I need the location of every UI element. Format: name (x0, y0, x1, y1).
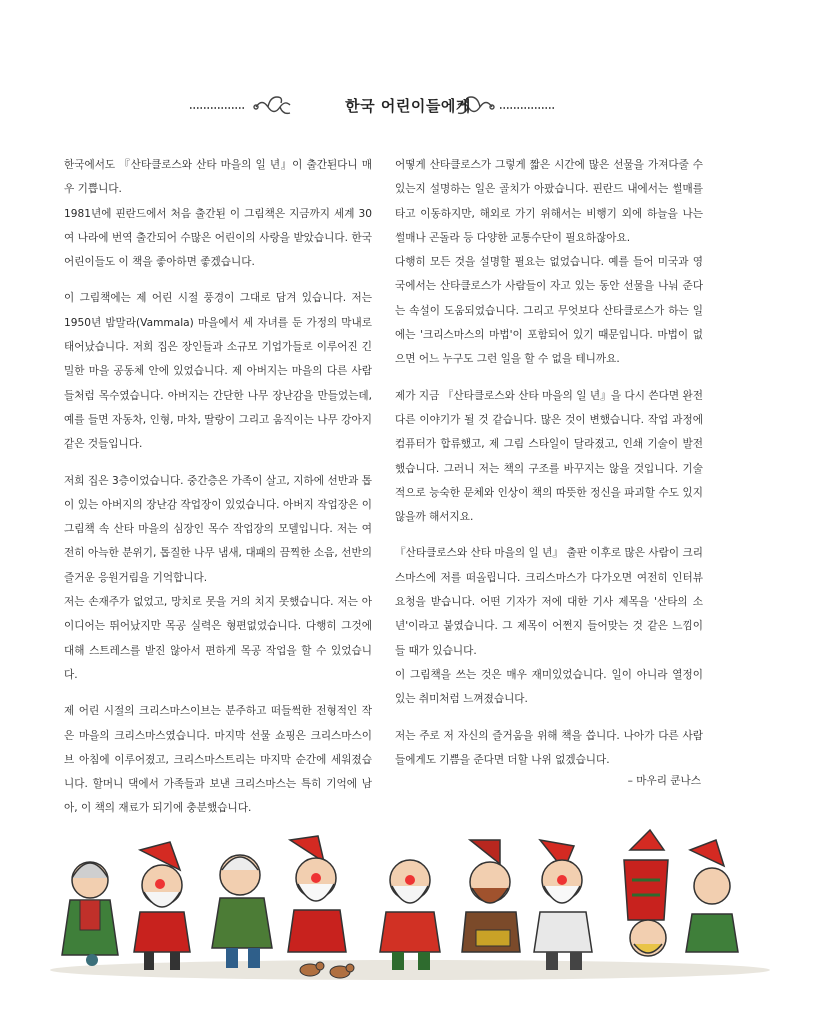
dancing-elves-illustration (40, 820, 780, 1000)
right-column (395, 153, 703, 772)
paragraph: 저는 주로 저 자신의 즐거움을 위해 책을 씁니다. 나아가 다른 사람들에게도 기쁨을 준다면 더할 나위 없겠습니다. (395, 729, 703, 766)
paragraph: 1981년에 핀란드에서 처음 출간된 이 그림책은 지금까지 세계 30여 나라에 번역 출간되어 수많은 어린이의 사랑을 받았습니다. 한국 어린이들도 이 책을 좋아하면 좋겠습니다. (64, 207, 372, 269)
paragraph: 다행히 모든 것을 설명할 필요는 없었습니다. 예를 들어 미국과 영국에서는 산타클로스가 사람들이 자고 있는 동안 선물을 나눠 준다는 속설이 도움되었습니다. 그리고 무엇보다 산타클로스가 하는 일에는 '크리스마스의 마법'이 포함되어 있기 때문입니다. 마법이 없으면 어느 누구도 그런 일을 할 수 없을 테니까요. (395, 256, 703, 366)
paragraph: 저는 손재주가 없었고, 망치로 못을 거의 치지 못했습니다. 저는 아이디어는 뛰어났지만 목공 실력은 형편없었습니다. 다행히 그것에 대해 스트레스를 받진 않아서 편하게 목공 작업을 할 수 있었습니다. (64, 596, 372, 681)
elf-figure-1 (62, 862, 118, 966)
paragraph: 제 어린 시절의 크리스마스이브는 분주하고 떠들썩한 전형적인 작은 마을의 크리스마스였습니다. 마지막 선물 쇼핑은 크리스마스이브 아침에 이루어졌고, 크리스마스트리는 마지막 순간에 세워졌습니다. 할머니 댁에서 가족들과 보낸 크리스마스는 특히 기억에 남아, 이 책의 재료가 되기에 충분했습니다. (64, 705, 372, 815)
elf-figure-4 (288, 836, 346, 952)
elf-figure-7 (534, 840, 592, 970)
paragraph: 저희 집은 3층이었습니다. 중간층은 가족이 살고, 지하에 선반과 톱이 있는 아버지의 장난감 작업장이 있었습니다. 아버지 작업장은 이 그림책 속 산타 마을의 심장인 목수 작업장의 모델입니다. 저는 여전히 아늑한 분위기, 톱질한 나무 냄새, 대패의 끔찍한 소음, 선반의 즐거운 응원거림을 기억합니다. (64, 474, 372, 584)
elf-figure-8 (624, 830, 668, 956)
page-header (0, 88, 816, 124)
elf-figure-3 (212, 855, 272, 968)
paragraph: 『산타클로스와 산타 마을의 일 년』 출판 이후로 많은 사람이 크리스마스에 저를 떠올립니다. 크리스마스가 다가오면 여전히 인터뷰 요청을 받습니다. 어떤 기자가 저에 대한 기사 제목을 '산타의 소년'이라고 붙였습니다. 그 제목이 어쩐지 들어맞는 것 같은 느낌이 들 때가 있습니다. (395, 547, 703, 657)
paragraph: 어떻게 산타클로스가 그렇게 짧은 시간에 많은 선물을 가져다줄 수 있는지 설명하는 일은 골치가 아팠습니다. 핀란드 내에서는 썰매를 타고 이동하지만, 해외로 가기 위해서는 비행기 외에 하늘을 나는 썰매나 곤돌라 등 다양한 교통수단이 필요하잖아요. (395, 159, 703, 244)
elf-figure-6 (462, 840, 520, 952)
paragraph: 이 그림책에는 제 어린 시절 풍경이 그대로 담겨 있습니다. 저는 1950년 밤말라(Vammala) 마을에서 세 자녀를 둔 가정의 막내로 태어났습니다. 저희 집은 장인들과 소규모 기업가들로 이루어진 긴밀한 마을 공동체 안에 있었습니다. 제 아버지는 마을의 다른 사람들처럼 목수였습니다. 아버지는 간단한 나무 장난감을 만들었는데, 예를 들면 자동차, 인형, 마차, 딸랑이 그리고 움직이는 나무 강아지 같은 것들입니다. (64, 292, 372, 451)
left-column (64, 153, 372, 821)
author-signature: – 마우리 쿤나스 (627, 775, 701, 787)
page-title: 한국 어린이들에게 (345, 97, 471, 115)
paragraph: 이 그림책을 쓰는 것은 매우 재미있었습니다. 일이 아니라 열정이 있는 취미처럼 느껴졌습니다. (395, 668, 703, 706)
elf-figure-9 (686, 840, 738, 952)
elf-figure-5 (380, 860, 440, 970)
elf-figure-2 (134, 842, 190, 970)
paragraph: 제가 지금 『산타클로스와 산타 마을의 일 년』을 다시 쓴다면 완전 다른 이야기가 될 것 같습니다. 많은 것이 변했습니다. 작업 과정에 컴퓨터가 합류했고, 제 그림 스타일이 달라졌고, 인쇄 기술이 발전했습니다. 그러니 저는 책의 구조를 바꾸지는 않을 것입니다. 기술적으로 능숙한 문체와 인상이 책의 따뜻한 정신을 파괴할 수도 있지 않을까 해서지요. (395, 389, 703, 524)
paragraph: 한국에서도 『산타클로스와 산타 마을의 일 년』이 출간된다니 매우 기쁩니다. (64, 159, 372, 196)
